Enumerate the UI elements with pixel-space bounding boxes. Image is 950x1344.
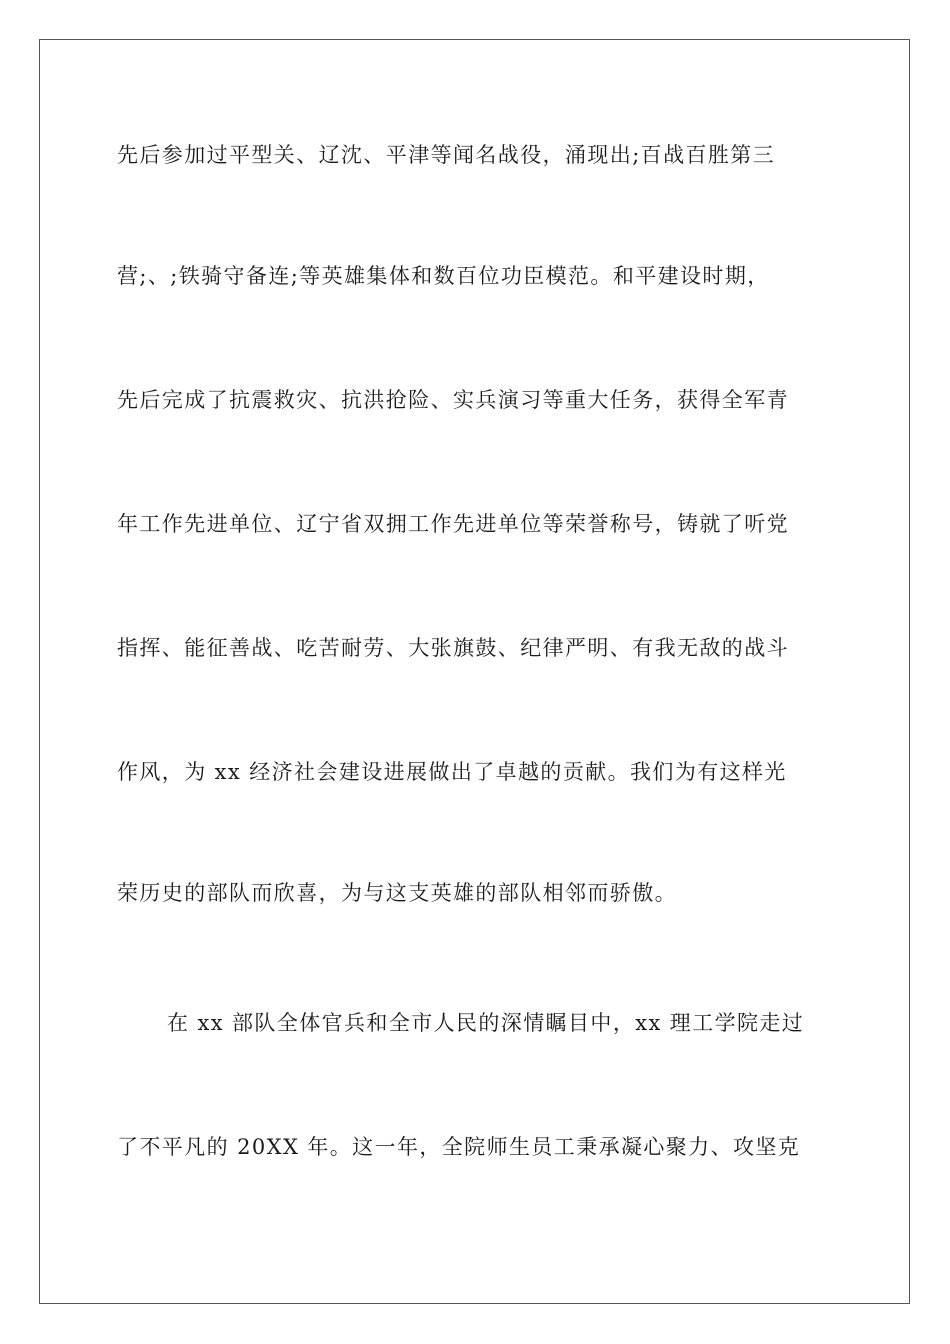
text-line-1: 先后参加过平型关、辽沈、平津等闻名战役，涌现出;百战百胜第三 — [117, 143, 776, 167]
text-line-8-paragraph-start: 在 xx 部队全体官兵和全市人民的深情瞩目中，xx 理工学院走过 — [167, 1011, 805, 1035]
text-line-2: 营;、;铁骑守备连;等英雄集体和数百位功臣模范。和平建设时期， — [117, 264, 770, 288]
text-line-5: 指挥、能征善战、吃苦耐劳、大张旗鼓、纪律严明、有我无敌的战斗 — [117, 636, 789, 660]
page-border — [39, 39, 910, 1304]
text-line-6: 作风，为 xx 经济社会建设进展做出了卓越的贡献。我们为有这样光 — [117, 760, 787, 784]
text-line-9: 了不平凡的 20XX 年。这一年，全院师生员工秉承凝心聚力、攻坚克 — [117, 1135, 801, 1159]
text-line-3: 先后完成了抗震救灾、抗洪抢险、实兵演习等重大任务，获得全军青 — [117, 388, 789, 412]
text-line-4: 年工作先进单位、辽宁省双拥工作先进单位等荣誉称号，铸就了听党 — [117, 512, 789, 536]
text-line-7: 荣历史的部队而欣喜，为与这支英雄的部队相邻而骄傲。 — [117, 881, 677, 905]
